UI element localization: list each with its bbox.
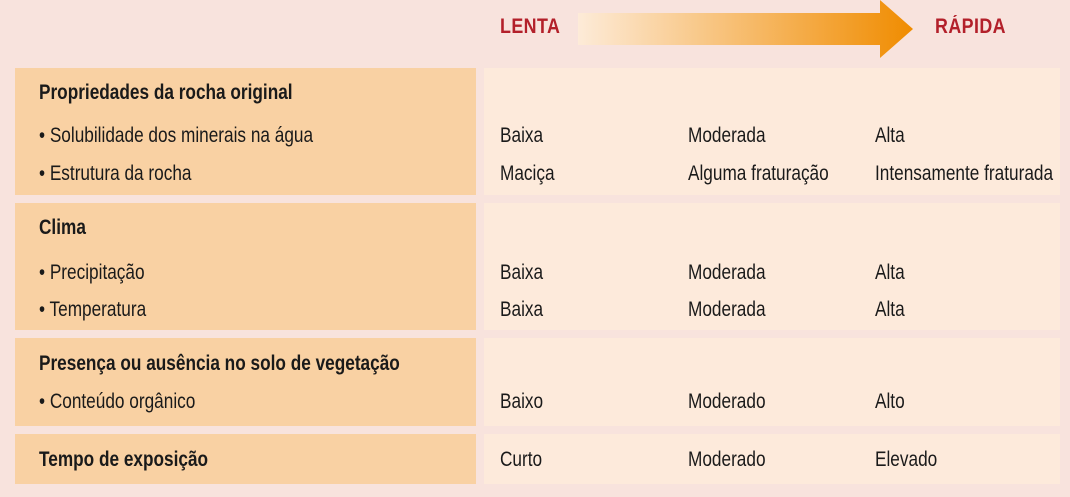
factor-label: • Estrutura da rocha [39, 162, 192, 185]
value-high: Intensamente fraturada [875, 162, 1054, 185]
values-panel [484, 203, 1060, 330]
value-low: Baixo [500, 390, 544, 413]
value-low: Baixa [500, 261, 544, 284]
group-vegetation [15, 338, 1060, 426]
group-rock-properties [15, 68, 1060, 195]
value-low: Baixa [500, 298, 544, 321]
factor-label: • Precipitação [39, 261, 145, 284]
value-moderate: Alguma fraturação [688, 162, 829, 185]
value-high: Alta [875, 124, 905, 147]
value-moderate: Moderado [688, 448, 766, 471]
value-moderate: Moderada [688, 298, 766, 321]
value-moderate: Moderada [688, 261, 766, 284]
group-title: Propriedades da rocha original [39, 81, 293, 104]
factor-label: • Solubilidade dos minerais na água [39, 124, 314, 147]
values-panel [484, 338, 1060, 426]
value-low: Curto [500, 448, 543, 471]
value-high: Elevado [875, 448, 938, 471]
group-title: Presença ou ausência no solo de vegetação [39, 352, 400, 375]
value-high: Alta [875, 261, 905, 284]
factor-label: • Conteúdo orgânico [39, 390, 196, 413]
rate-arrow-icon [578, 0, 913, 60]
values-panel [484, 434, 1060, 484]
group-title: Tempo de exposição [39, 448, 209, 471]
group-climate [15, 203, 1060, 330]
group-title: Clima [39, 216, 86, 239]
value-moderate: Moderado [688, 390, 766, 413]
value-high: Alta [875, 298, 905, 321]
fast-label: RÁPIDA [935, 15, 1006, 38]
header [0, 0, 1070, 60]
value-high: Alto [875, 390, 905, 413]
value-low: Baixa [500, 124, 544, 147]
group-exposure-time [15, 434, 1060, 484]
value-low: Maciça [500, 162, 555, 185]
factor-label: • Temperatura [39, 298, 147, 321]
value-moderate: Moderada [688, 124, 766, 147]
slow-label: LENTA [500, 15, 561, 38]
